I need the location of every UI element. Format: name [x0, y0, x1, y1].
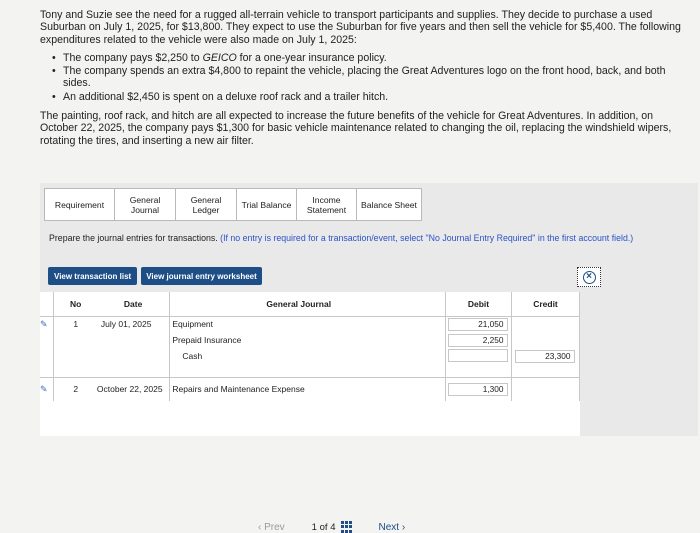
intro-paragraph-2: The painting, roof rack, and hitch are all expected to increase the future benefits of the vehicle for Great Adventures. In addition, on October 22, 2025, the company pays $1,300 for basic vehicle maintenance related to changing the oil, replacing the windshield wipers, rotating the tires, and inserting a new air filter. — [40, 110, 672, 147]
pagination — [258, 521, 405, 533]
expenditure-list — [53, 52, 690, 103]
tab-general-journal[interactable]: General Journal — [114, 188, 176, 221]
credit-amount: 23,300 — [515, 350, 575, 363]
entry-number: 1 — [54, 316, 97, 332]
tab-balance-sheet[interactable]: Balance Sheet — [356, 188, 422, 221]
header-credit: Credit — [511, 292, 579, 316]
table-header-row — [40, 292, 580, 316]
tab-requirement[interactable]: Requirement — [44, 188, 115, 221]
grid-icon[interactable] — [341, 521, 353, 533]
tab-income-statement[interactable]: Income Statement — [296, 188, 357, 221]
entry-number: 2 — [54, 377, 97, 401]
debit-amount: 2,250 — [448, 334, 508, 347]
entry-date: July 01, 2025 — [100, 319, 152, 330]
table-row — [40, 348, 580, 364]
header-date: Date — [97, 292, 170, 316]
instructions — [49, 233, 689, 244]
list-item: • The company spends an extra $4,800 to repaint the vehicle, placing the Great Adventures logo on the front hood, back, and both sides. — [53, 65, 690, 90]
page-indicator: 1 of 4 — [311, 521, 336, 533]
edit-pencil-icon[interactable]: ✎ — [40, 318, 48, 329]
entry-date: October 22, 2025 — [96, 384, 163, 395]
edit-pencil-icon[interactable]: ✎ — [40, 383, 48, 394]
account-name: Cash — [170, 348, 446, 364]
instructions-note: (If no entry is required for a transaction/event, select "No Journal Entry Required" in the first account field.) — [220, 233, 634, 243]
close-button[interactable] — [577, 267, 601, 287]
list-item: • An additional $2,450 is spent on a deluxe roof rack and a trailer hitch. — [53, 91, 690, 103]
header-debit: Debit — [446, 292, 512, 316]
next-button[interactable]: Next › — [378, 521, 406, 533]
requirement-tabs — [44, 188, 421, 221]
journal-table — [40, 292, 580, 533]
intro-paragraph-1: Tony and Suzie see the need for a rugged all-terrain vehicle to transport participants and supplies. They decide to purchase a used Suburban on July 1, 2025, for $13,800. They expect to use the Suburban for five years and then sell the vehicle for $5,400. The following expenditures related to the vehicle were also made on July 1, 2025: — [40, 9, 681, 46]
tab-general-ledger[interactable]: General Ledger — [175, 188, 237, 221]
problem-panel — [40, 183, 698, 533]
table-row — [40, 364, 580, 377]
table-row — [40, 316, 580, 332]
debit-amount: 21,050 — [448, 318, 508, 331]
account-name: Equipment — [170, 316, 446, 332]
debit-amount: 1,300 — [448, 383, 508, 396]
prev-button[interactable]: ‹ Prev — [258, 521, 285, 533]
action-buttons — [48, 267, 262, 285]
debit-amount — [448, 349, 508, 362]
table-row — [40, 332, 580, 348]
account-name: Repairs and Maintenance Expense — [170, 377, 446, 401]
close-icon: × — [583, 271, 596, 284]
header-no: No — [54, 292, 97, 316]
list-item: • The company pays $2,250 to GEICO for a one-year insurance policy. — [53, 52, 690, 64]
problem-text — [40, 9, 690, 153]
view-journal-entry-worksheet-button[interactable]: View journal entry worksheet — [141, 267, 262, 285]
view-transaction-list-button[interactable]: View transaction list — [48, 267, 137, 285]
table-row — [40, 377, 580, 401]
header-general-journal: General Journal — [170, 292, 446, 316]
tab-trial-balance[interactable]: Trial Balance — [236, 188, 297, 221]
account-name: Prepaid Insurance — [170, 332, 446, 348]
instructions-main: Prepare the journal entries for transactions. — [49, 233, 218, 243]
